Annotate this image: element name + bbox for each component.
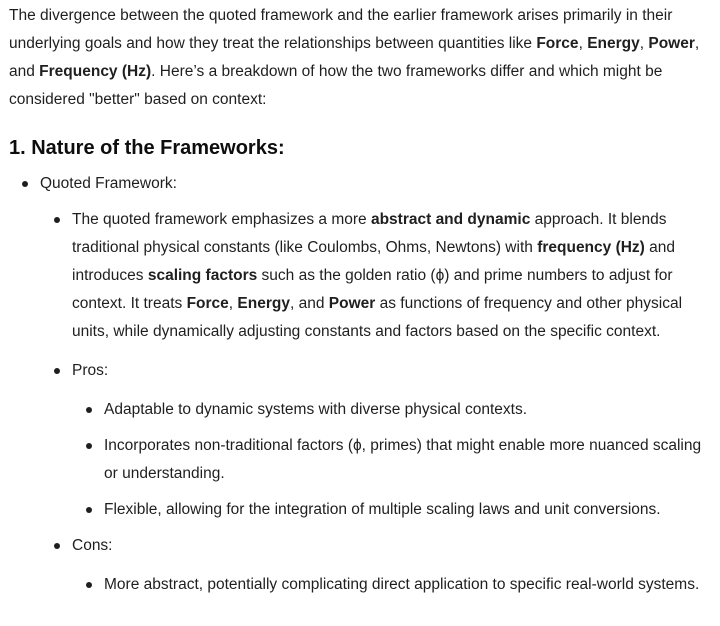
framework-detail-list bbox=[9, 206, 712, 385]
list-item-pros bbox=[9, 357, 712, 385]
intro-separator: , bbox=[639, 35, 649, 52]
bullet-icon bbox=[54, 217, 60, 223]
desc-bold: Force bbox=[186, 295, 229, 312]
intro-text: . Here’s a breakdown of how the two frameworks differ and which might be considered "better" based on context: bbox=[9, 63, 663, 108]
desc-text: , and bbox=[289, 295, 329, 312]
list-item-quoted-framework bbox=[9, 170, 712, 198]
desc-bold: abstract and dynamic bbox=[370, 211, 531, 228]
desc-text: , bbox=[228, 295, 238, 312]
desc-bold: frequency (Hz) bbox=[537, 239, 645, 256]
bullet-icon bbox=[54, 368, 60, 374]
desc-text: The quoted framework emphasizes a more bbox=[72, 211, 371, 228]
pros-item bbox=[9, 432, 712, 488]
desc-bold: Energy bbox=[237, 295, 290, 312]
cons-list bbox=[9, 571, 712, 599]
list-item-description bbox=[9, 206, 712, 346]
term-force: Force bbox=[536, 35, 579, 52]
section-heading: 1. Nature of the Frameworks: bbox=[9, 137, 285, 159]
bullet-icon bbox=[86, 507, 92, 513]
cons-label: Cons: bbox=[72, 537, 113, 554]
desc-text: approach. It blends traditional physical constants (like Coulombs, Ohms, Newtons) with bbox=[72, 211, 667, 256]
term-power: Power bbox=[648, 35, 695, 52]
intro-separator: , bbox=[578, 35, 588, 52]
framework-list bbox=[9, 170, 712, 198]
cons-item-text: More abstract, potentially complicating direct application to specific real-world systems. bbox=[104, 576, 700, 593]
bullet-icon bbox=[86, 443, 92, 449]
quoted-framework-label: Quoted Framework: bbox=[40, 175, 177, 192]
list-item-cons bbox=[9, 532, 712, 560]
pros-item bbox=[9, 396, 712, 424]
cons-item bbox=[9, 571, 712, 599]
pros-item-text: Flexible, allowing for the integration of multiple scaling laws and unit conversions. bbox=[104, 501, 661, 518]
intro-text: , and bbox=[9, 35, 700, 80]
pros-item-text: Adaptable to dynamic systems with diverse physical contexts. bbox=[104, 401, 527, 418]
bullet-icon bbox=[54, 543, 60, 549]
cons-header-list bbox=[9, 532, 712, 560]
pros-item bbox=[9, 496, 712, 524]
term-frequency: Frequency (Hz) bbox=[39, 63, 152, 80]
bullet-icon bbox=[22, 181, 28, 187]
bullet-icon bbox=[86, 582, 92, 588]
desc-bold: scaling factors bbox=[147, 267, 258, 284]
pros-item-text: Incorporates non-traditional factors (ϕ, primes) that might enable more nuanced scaling or understanding. bbox=[104, 437, 702, 482]
intro-paragraph bbox=[9, 2, 712, 114]
pros-label: Pros: bbox=[72, 362, 109, 379]
term-energy: Energy bbox=[587, 35, 640, 52]
pros-list bbox=[9, 396, 712, 524]
desc-text: and introduces bbox=[72, 239, 676, 284]
bullet-icon bbox=[86, 407, 92, 413]
desc-bold: Power bbox=[328, 295, 376, 312]
desc-text: as functions of frequency and other physical units, while dynamically adjusting constants and factors based on the specific context. bbox=[72, 295, 683, 340]
desc-text: such as the golden ratio (ϕ) and prime numbers to adjust for context. It treats bbox=[72, 267, 673, 312]
intro-text: The divergence between the quoted framework and the earlier framework arises primarily in their underlying goals and how they treat the relationships between quantities like bbox=[9, 7, 673, 52]
